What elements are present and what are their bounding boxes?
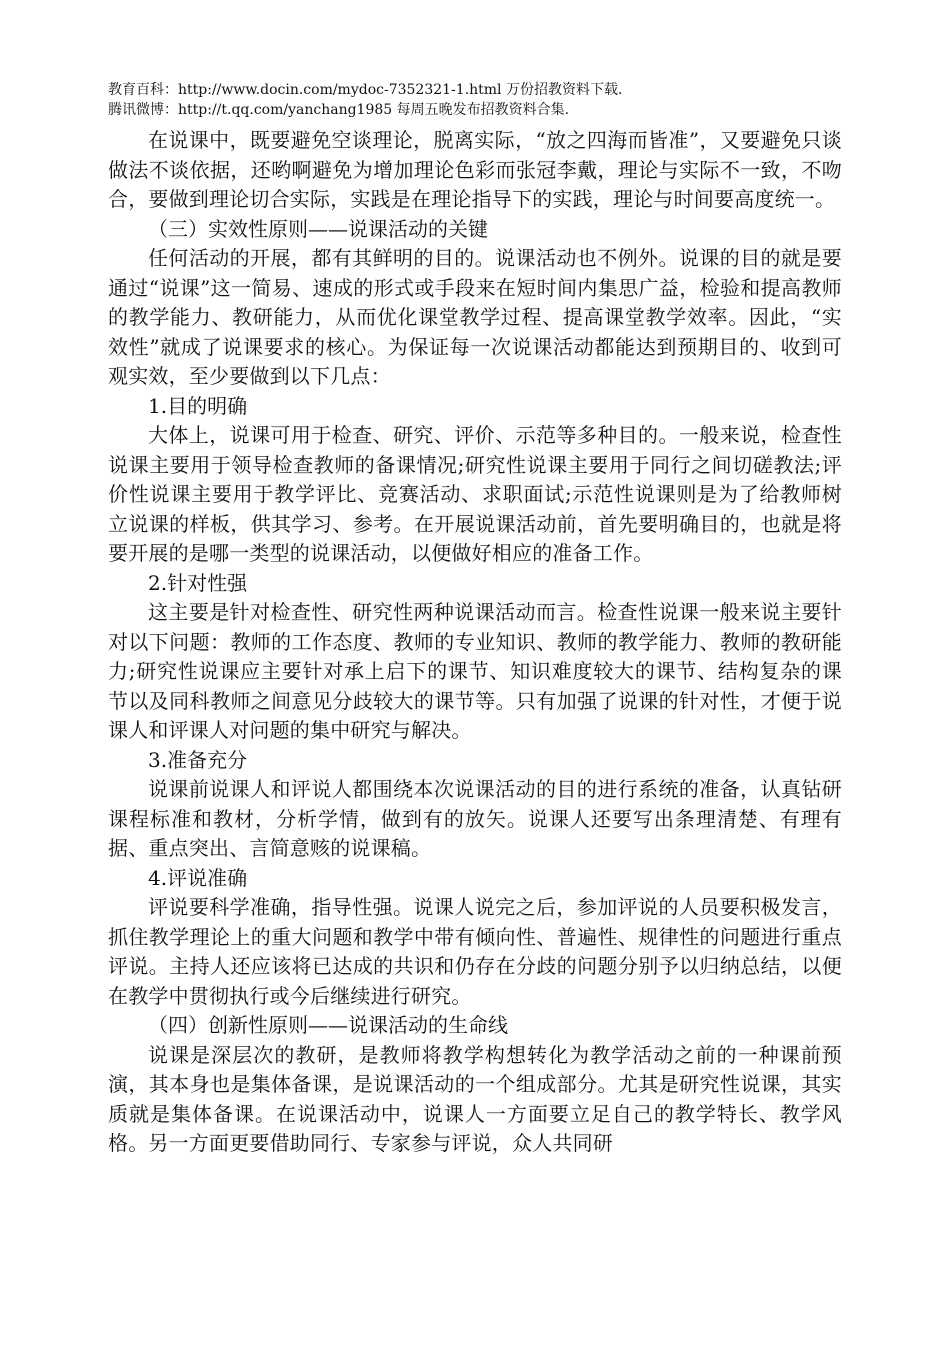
header-docin-link: 教育百科：http://www.docin.com/mydoc-7352321-1.html 万份招教资料下载.: [108, 82, 623, 98]
section-heading-three: （三）实效性原则——说课活动的关键: [148, 216, 488, 241]
paragraph-3: 说课前说课人和评说人都围绕本次说课活动的目的进行系统的准备，认真钻研课程标准和教材，分析学情，做到有的放矢。说课人还要写出条理清楚、有理有据、重点突出、言简意赅的说课稿。: [108, 777, 842, 860]
subheading-1: 1.目的明确: [148, 393, 248, 418]
document-page: [108, 80, 842, 1159]
paragraph-1: 大体上，说课可用于检查、研究、评价、示范等多种目的。一般来说，检查性说课主要用于领导检查教师的备课情况;研究性说课主要用于同行之间切磋教法;评价性说课主要用于教学评比、竞赛活动、求职面试;示范性说课则是为了给教师树立说课的样板，供其学习、参考。在开展说课活动前，首先要明确目的，也就是将要开展的是哪一类型的说课活动，以便做好相应的准备工作。: [108, 423, 842, 565]
document-body: [108, 126, 842, 1159]
paragraph-2: 这主要是针对检查性、研究性两种说课活动而言。检查性说课一般来说主要针对以下问题：教师的工作态度、教师的专业知识、教师的教学能力、教师的教研能力;研究性说课应主要针对承上启下的课节、知识难度较大的课节、结构复杂的课节以及同科教师之间意见分歧较大的课节等。只有加强了说课的针对性，才便于说课人和评课人对问题的集中研究与解决。: [108, 600, 842, 742]
header-weibo-link: 腾讯微博：http://t.qq.com/yanchang1985 每周五晚发布招教资料合集.: [108, 102, 570, 118]
paragraph-three: 任何活动的开展，都有其鲜明的目的。说课活动也不例外。说课的目的就是要通过“说课”这一简易、速成的形式或手段来在短时间内集思广益，检验和提高教师的教学能力、教研能力，从而优化课堂教学过程、提高课堂教学效率。因此，“实效性”就成了说课要求的核心。为保证每一次说课活动都能达到预期目的、收到可观实效，至少要做到以下几点：: [108, 246, 842, 388]
paragraph-intro: 在说课中，既要避免空谈理论，脱离实际，“放之四海而皆准”，又要避免只谈做法不谈依据，还哟啊避免为增加理论色彩而张冠李戴，理论与实际不一致，不吻合，要做到理论切合实际，实践是在理论指导下的实践，理论与时间要高度统一。: [108, 128, 842, 211]
section-heading-four: （四）创新性原则——说课活动的生命线: [148, 1013, 508, 1037]
paragraph-4: 评说要科学准确，指导性强。说课人说完之后，参加评说的人员要积极发言，抓住教学理论上的重大问题和教学中带有倾向性、普遍性、规律性的问题进行重点评说。主持人还应该将已达成的共识和仍存在分歧的问题分别予以归纳总结，以便在教学中贯彻执行或今后继续进行研究。: [108, 895, 842, 1008]
paragraph-four: 说课是深层次的教研，是教师将教学构想转化为教学活动之前的一种课前预演，其本身也是集体备课，是说课活动的一个组成部分。尤其是研究性说课，其实质就是集体备课。在说课活动中，说课人一方面要立足自己的教学特长、教学风格。另一方面更要借助同行、专家参与评说，众人共同研: [108, 1042, 842, 1155]
subheading-3: 3.准备充分: [148, 747, 248, 772]
subheading-4: 4.评说准确: [148, 865, 248, 890]
subheading-2: 2.针对性强: [148, 570, 248, 595]
